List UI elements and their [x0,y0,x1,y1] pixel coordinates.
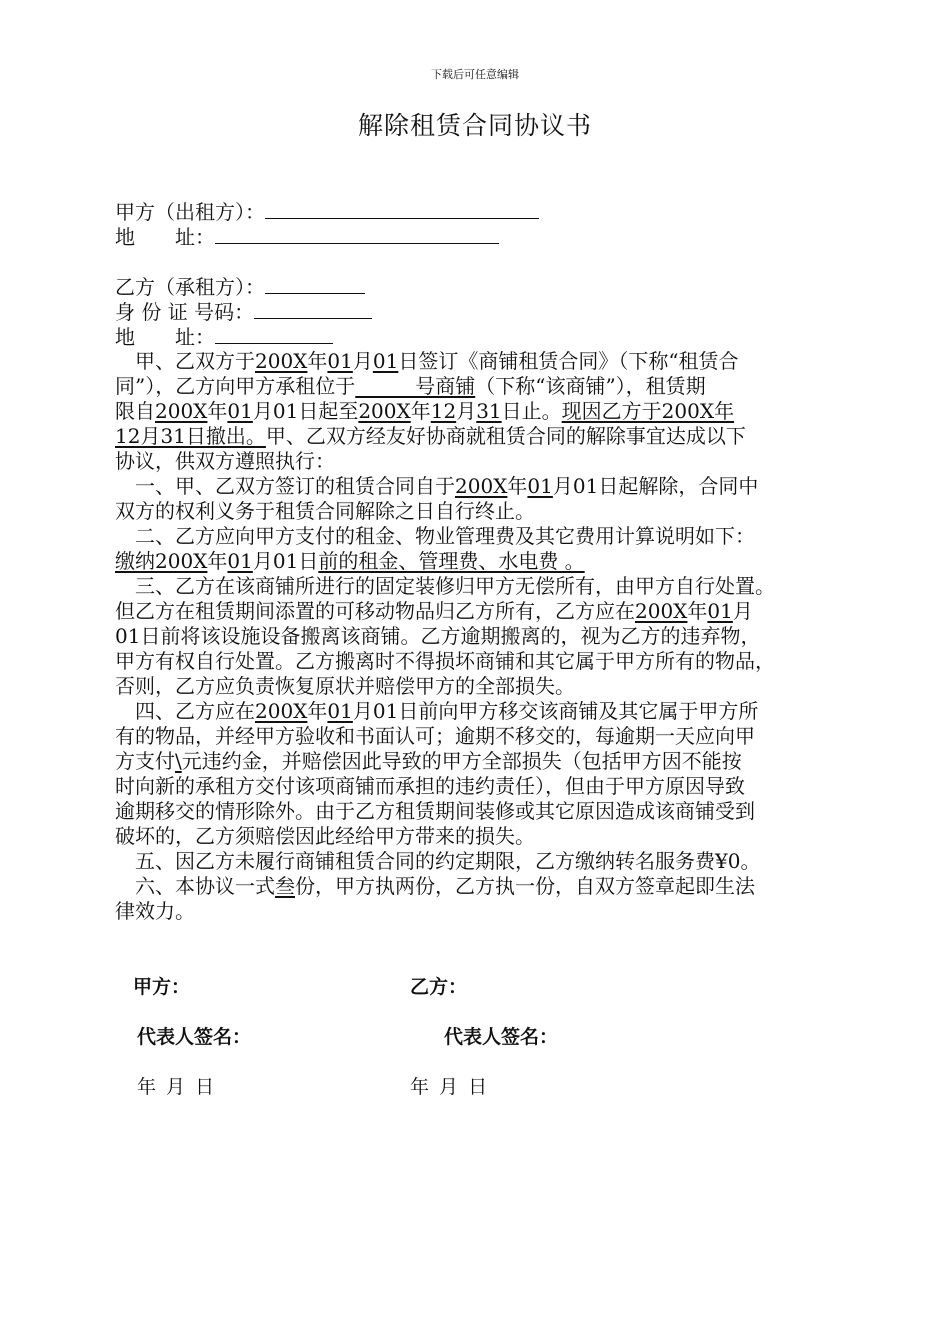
page-title: 解除租赁合同协议书 [357,111,592,140]
party-b-address-blank[interactable] [215,325,333,344]
date-day: 01 [372,349,399,373]
clause-4-line-2: 有的物品，并经甲方验收和书面认可；逾期不移交的，每逾期一天应向甲 [115,724,755,748]
date-month: 01 [327,349,353,373]
intro-line-1: 甲、乙双方于200X年01月01日签订《商铺租赁合同》（下称“租赁合 [115,349,739,373]
party-b-name-blank[interactable] [265,275,365,294]
party-a-row [115,200,539,224]
party-b-id-row [115,300,372,324]
clause-2-line-1: 二、乙方应向甲方支付的租金、物业管理费及其它费用计算说明如下： [115,524,755,548]
party-b-id-label: 身 份 证 号码： [115,300,255,324]
clause-3-line-3: 01日前将该设施设备搬离该商铺。乙方逾期搬离的，视为乙方的违弃物， [115,624,761,648]
clause-3-line-5: 否则，乙方应负责恢复原状并赔偿甲方的全部损失。 [115,674,575,698]
clause-1-line-1: 一、甲、乙双方签订的租赁合同自于200X年01月01日起解除，合同中 [115,474,759,498]
clause-6-line-1: 六、本协议一式叁份，甲方执两份，乙方执一份，自双方签章起即生法 [115,874,755,898]
party-a-address-row [115,225,499,249]
clause-3-line-2: 但乙方在租赁期间添置的可移动物品归乙方所有，乙方应在200X年01月 [115,599,753,623]
clause-3-line-4: 甲方有权自行处置。乙方搬离时不得损坏商铺和其它属于甲方所有的物品， [115,649,775,673]
header-note: 下载后可任意编辑 [431,68,519,81]
clause-3-line-1: 三、乙方在该商铺所进行的固定装修归甲方无偿所有，由甲方自行处置。 [115,574,775,598]
clause-4-line-4: 时向新的承租方交付该项商铺而承担的违约责任），但由于甲方原因导致 [115,774,745,798]
party-b-id-blank[interactable] [254,300,372,319]
clause-2-line-2: 缴纳200X年01月01日前的租金、管理费、水电费 。 [115,549,585,573]
clause-4-line-1: 四、乙方应在200X年01月01日前向甲方移交该商铺及其它属于甲方所 [115,699,759,723]
clause-4-line-3: 方支付\元违约金，并赔偿因此导致的甲方全部损失（包括甲方因不能按 [115,749,742,773]
penalty-amount: \ [175,749,182,773]
party-a-name-blank[interactable] [265,200,539,219]
signature-date-b: 年 月 日 [410,1076,490,1098]
clause-5: 五、因乙方未履行商铺租赁合同的约定期限，乙方缴纳转名服务费¥0。 [115,849,761,873]
signature-party-a: 甲方： [133,976,191,998]
party-b-address-label: 地 址： [115,325,215,349]
clause-4-line-6: 破坏的，乙方须赔偿因此经给甲方带来的损失。 [115,824,535,848]
intro-line-5: 协议，供双方遵照执行： [115,449,335,473]
signature-party-b: 乙方： [410,976,468,998]
intro-line-3: 限自200X年01月01日起至200X年12月31日止。现因乙方于200X年 [115,399,735,423]
party-a-address-blank[interactable] [215,225,499,244]
party-a-address-label: 地 址： [115,225,215,249]
clause-1-line-2: 双方的权利义务于租赁合同解除之日自行终止。 [115,499,535,523]
representative-signature-a: 代表人签名： [137,1026,252,1048]
intro-line-2: 同”），乙方向甲方承租位于 号商铺（下称“该商铺”），租赁期 [115,374,706,398]
party-b-address-row [115,325,333,349]
representative-signature-b: 代表人签名： [444,1026,559,1048]
party-b-row [115,275,365,299]
clause-6-line-2: 律效力。 [115,899,195,923]
shop-number: 号商铺 [355,374,476,398]
date-year: 200X [255,349,308,373]
clause-4-line-5: 逾期移交的情形除外。由于乙方租赁期间装修或其它原因造成该商铺受到 [115,799,755,823]
party-a-label: 甲方（出租方）： [115,200,265,224]
signature-date-a: 年 月 日 [137,1076,217,1098]
intro-line-4: 12月31日撤出。甲、乙双方经友好协商就租赁合同的解除事宜达成以下 [115,424,746,448]
party-b-label: 乙方（承租方）： [115,275,265,299]
